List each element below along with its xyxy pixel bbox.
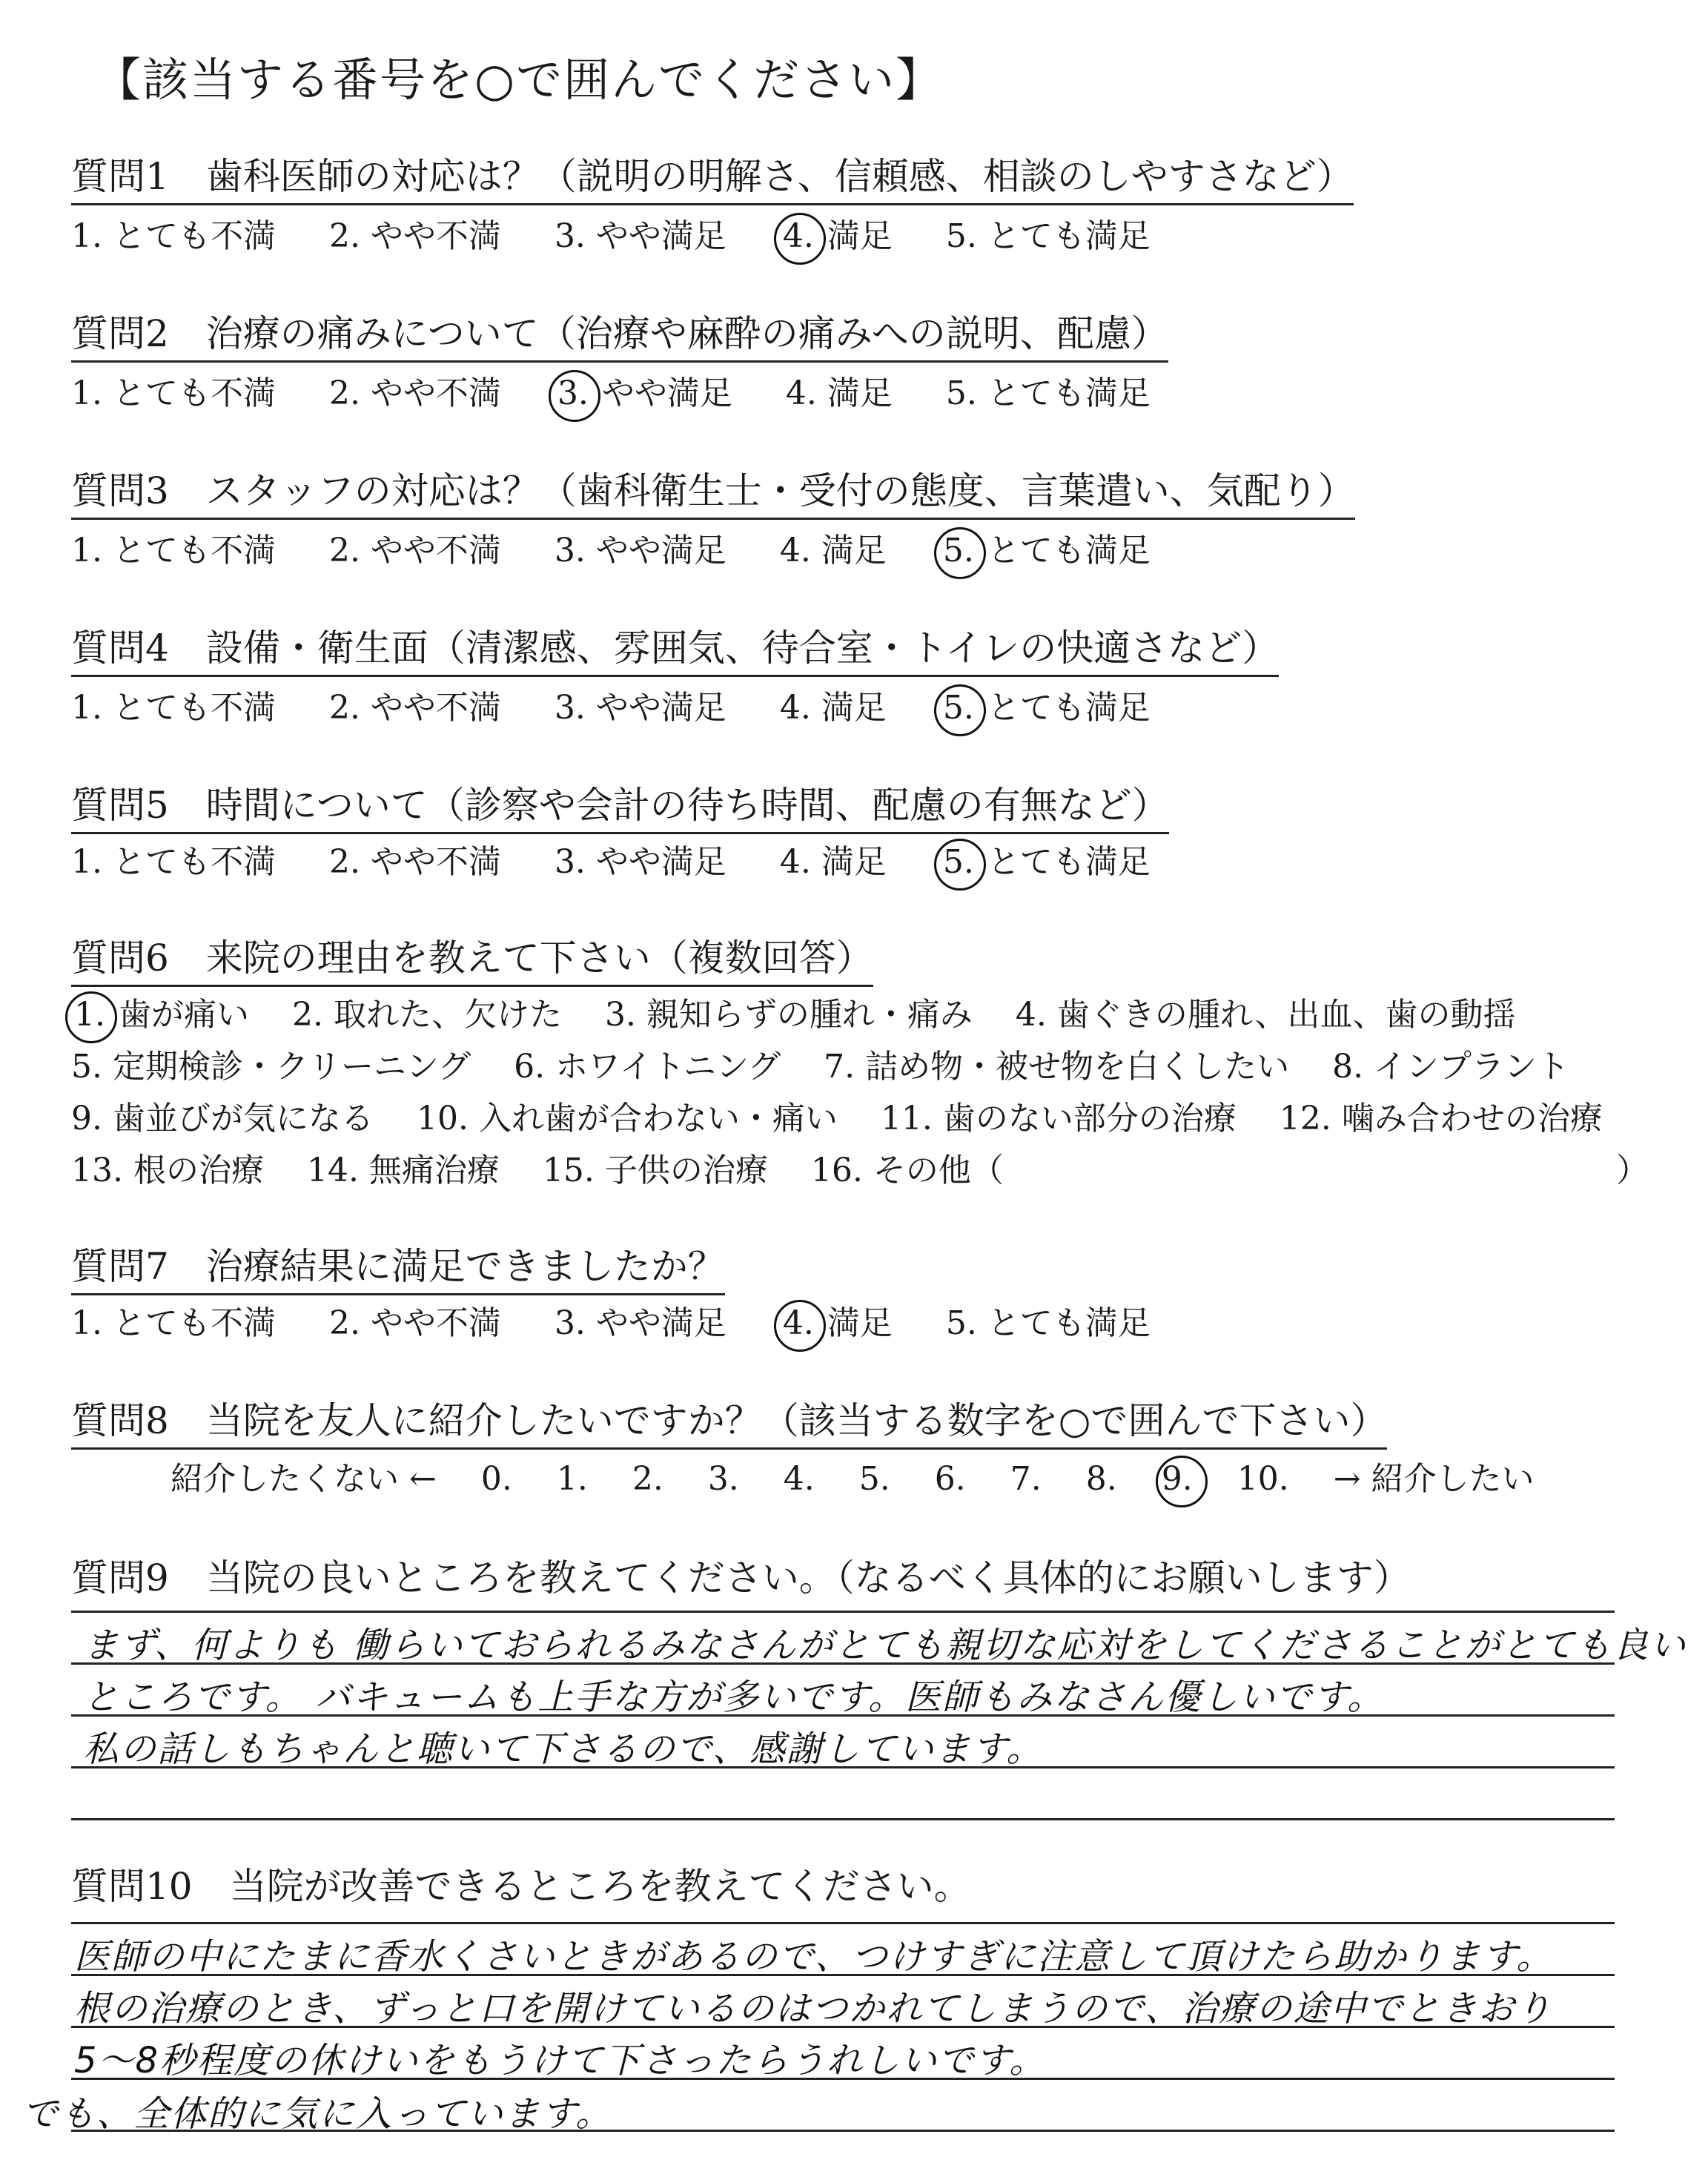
q6-option-8[interactable]: 8. インプラント <box>1332 1048 1570 1086</box>
q6-option-14[interactable]: 14. 無痛治療 <box>306 1152 500 1189</box>
q7-option-4-label: 満足 <box>827 1304 893 1342</box>
q6-option-9[interactable]: 9. 歯並びが気になる <box>71 1100 374 1137</box>
q4-option-1[interactable]: 1. とても不満 <box>71 689 276 727</box>
q9-answer-text-2[interactable]: ところです。 バキュームも上手な方が多いです。医師もみなさん優しいです。 <box>83 1677 1385 1718</box>
q4-option-5-number[interactable]: 5. <box>940 689 977 727</box>
q3-option-3[interactable]: 3. やや満足 <box>554 532 726 569</box>
q6-option-11[interactable]: 11. 歯のない部分の治療 <box>880 1100 1237 1137</box>
q2-title: 質問2 治療の痛みについて（治療や麻酔の痛みへの説明、配慮） <box>71 304 1168 363</box>
q6-other-close-paren: ） <box>1616 1152 1649 1189</box>
q9-answer-text-3[interactable]: 私の話しもちゃんと聴いて下さるので、感謝しています。 <box>83 1728 1044 1770</box>
q4-option-2[interactable]: 2. やや不満 <box>328 689 501 727</box>
q1-option-4-label: 満足 <box>827 217 893 255</box>
q5-options <box>71 835 1194 882</box>
q10-answer-text-2[interactable]: 根の治療のとき、ずっと口を開けているのはつかれてしまうので、治療の途中でときおり <box>74 1988 1553 2029</box>
q1-option-3[interactable]: 3. やや満足 <box>554 217 726 255</box>
q1-option-5[interactable]: 5. とても満足 <box>945 217 1151 255</box>
q6-option-6[interactable]: 6. ホワイトニング <box>514 1048 781 1086</box>
q2-option-3-number[interactable]: 3. <box>555 374 592 412</box>
q4-options <box>71 681 1194 728</box>
q5-option-3[interactable]: 3. やや満足 <box>554 843 726 881</box>
q5-option-5-number[interactable]: 5. <box>940 843 977 881</box>
q2-option-4[interactable]: 4. 満足 <box>785 374 893 412</box>
q9-answer-text-1[interactable]: まず、何よりも 働らいておられるみなさんがとても親切な応対をしてくださることがとても良い <box>83 1625 1687 1666</box>
q4-option-5-label: とても満足 <box>987 689 1151 727</box>
q6-option-1-label: 歯が痛い <box>118 996 249 1034</box>
q6-option-10[interactable]: 10. 入れ歯が合わない・痛い <box>416 1100 838 1137</box>
q5-option-5-label: とても満足 <box>987 843 1151 881</box>
q8-scale-10[interactable]: 10. <box>1237 1460 1289 1498</box>
q6-option-7[interactable]: 7. 詰め物・被せ物を白くしたい <box>824 1048 1290 1086</box>
q6-row-1 <box>71 988 1549 1035</box>
q8-scale <box>171 1452 1569 1499</box>
q1-title: 質問1 歯科医師の対応は？（説明の明解さ、信頼感、相談のしやすさなど） <box>71 147 1354 205</box>
q4-option-3[interactable]: 3. やや満足 <box>554 689 726 727</box>
q8-scale-8[interactable]: 8. <box>1085 1460 1117 1498</box>
q10-answer-text-3[interactable]: 5〜8秒程度の休けいをもうけて下さったらうれしいです。 <box>74 2040 1047 2081</box>
q3-option-2[interactable]: 2. やや不満 <box>328 532 501 569</box>
q6-option-16[interactable]: 16. その他（ <box>810 1152 1004 1189</box>
q5-option-2[interactable]: 2. やや不満 <box>328 843 501 881</box>
q6-option-1-number[interactable]: 1. <box>71 996 108 1034</box>
q9-answer-line-5 <box>71 1818 1615 1820</box>
q2-option-2[interactable]: 2. やや不満 <box>328 374 501 412</box>
page-title: 【該当する番号を○で囲んでください】 <box>95 53 944 107</box>
q6-option-4[interactable]: 4. 歯ぐきの腫れ、出血、歯の動揺 <box>1015 996 1516 1034</box>
q3-option-4[interactable]: 4. 満足 <box>779 532 887 569</box>
q10-answer-line-1 <box>71 1922 1615 1924</box>
q6-option-5[interactable]: 5. 定期検診・クリーニング <box>71 1048 471 1086</box>
q2-option-1[interactable]: 1. とても不満 <box>71 374 276 412</box>
q7-option-2[interactable]: 2. やや不満 <box>328 1304 501 1342</box>
q6-row-2 <box>71 1040 1602 1087</box>
q3-option-1[interactable]: 1. とても不満 <box>71 532 276 569</box>
q6-title: 質問6 来院の理由を教えて下さい（複数回答） <box>71 928 873 987</box>
q7-option-4-number[interactable]: 4. <box>780 1304 817 1342</box>
q1-option-4-number[interactable]: 4. <box>780 217 817 255</box>
q8-scale-1[interactable]: 1. <box>556 1460 588 1498</box>
q8-scale-7[interactable]: 7. <box>1010 1460 1042 1498</box>
q8-scale-0[interactable]: 0. <box>480 1460 512 1498</box>
q6-option-2[interactable]: 2. 取れた、欠けた <box>291 996 562 1034</box>
q9-answer-line-1 <box>71 1611 1615 1613</box>
q10-title: 質問10 当院が改善できるところを教えてください。 <box>71 1865 971 1908</box>
q6-option-3[interactable]: 3. 親知らずの腫れ・痛み <box>604 996 973 1034</box>
q3-title: 質問3 スタッフの対応は？（歯科衛生士・受付の態度、言葉遣い、気配り） <box>71 461 1355 520</box>
q10-answer-text-1[interactable]: 医師の中にたまに香水くさいときがあるので、つけすぎに注意して頂けたら助かります。 <box>74 1936 1554 1978</box>
q8-right-label: → 紹介したい <box>1333 1460 1535 1498</box>
q9-title: 質問9 当院の良いところを教えてください。（なるべく具体的にお願いします） <box>71 1556 1411 1599</box>
q6-row-3 <box>71 1091 1635 1139</box>
q5-option-1[interactable]: 1. とても不満 <box>71 843 276 881</box>
q8-scale-6[interactable]: 6. <box>934 1460 966 1498</box>
q8-scale-4[interactable]: 4. <box>783 1460 815 1498</box>
q3-option-5-number[interactable]: 5. <box>940 532 977 569</box>
q6-row-4 <box>71 1143 1036 1191</box>
q8-scale-3[interactable]: 3. <box>707 1460 739 1498</box>
q2-options <box>71 366 1194 414</box>
q8-scale-5[interactable]: 5. <box>858 1460 890 1498</box>
q3-option-5-label: とても満足 <box>987 532 1151 569</box>
q8-title: 質問8 当院を友人に紹介したいですか？（該当する数字を○で囲んで下さい） <box>71 1391 1387 1450</box>
q7-option-3[interactable]: 3. やや満足 <box>554 1304 726 1342</box>
q5-option-4[interactable]: 4. 満足 <box>779 843 887 881</box>
q2-option-5[interactable]: 5. とても満足 <box>945 374 1151 412</box>
q1-option-1[interactable]: 1. とても不満 <box>71 217 276 255</box>
q8-scale-9[interactable]: 9. <box>1161 1460 1193 1498</box>
q4-option-4[interactable]: 4. 満足 <box>779 689 887 727</box>
q10-answer-note[interactable]: でも、全体的に気に入っています。 <box>22 2093 613 2135</box>
q3-options <box>71 524 1194 571</box>
q5-title: 質問5 時間について（診察や会計の待ち時間、配慮の有無など） <box>71 776 1169 834</box>
q7-option-1[interactable]: 1. とても不満 <box>71 1304 276 1342</box>
q6-option-12[interactable]: 12. 噛み合わせの治療 <box>1279 1100 1603 1137</box>
q7-options <box>71 1296 1194 1344</box>
q4-title: 質問4 設備・衛生面（清潔感、雰囲気、待合室・トイレの快適さなど） <box>71 618 1279 677</box>
q1-option-2[interactable]: 2. やや不満 <box>328 217 501 255</box>
q8-left-label: 紹介したくない ← <box>171 1460 437 1498</box>
q6-option-13[interactable]: 13. 根の治療 <box>71 1152 264 1189</box>
q7-option-5[interactable]: 5. とても満足 <box>945 1304 1151 1342</box>
q1-options <box>71 209 1194 257</box>
q6-option-15[interactable]: 15. 子供の治療 <box>542 1152 768 1189</box>
q2-option-3-label: やや満足 <box>601 374 732 412</box>
q8-scale-2[interactable]: 2. <box>632 1460 663 1498</box>
q7-title: 質問7 治療結果に満足できましたか？ <box>71 1237 725 1295</box>
